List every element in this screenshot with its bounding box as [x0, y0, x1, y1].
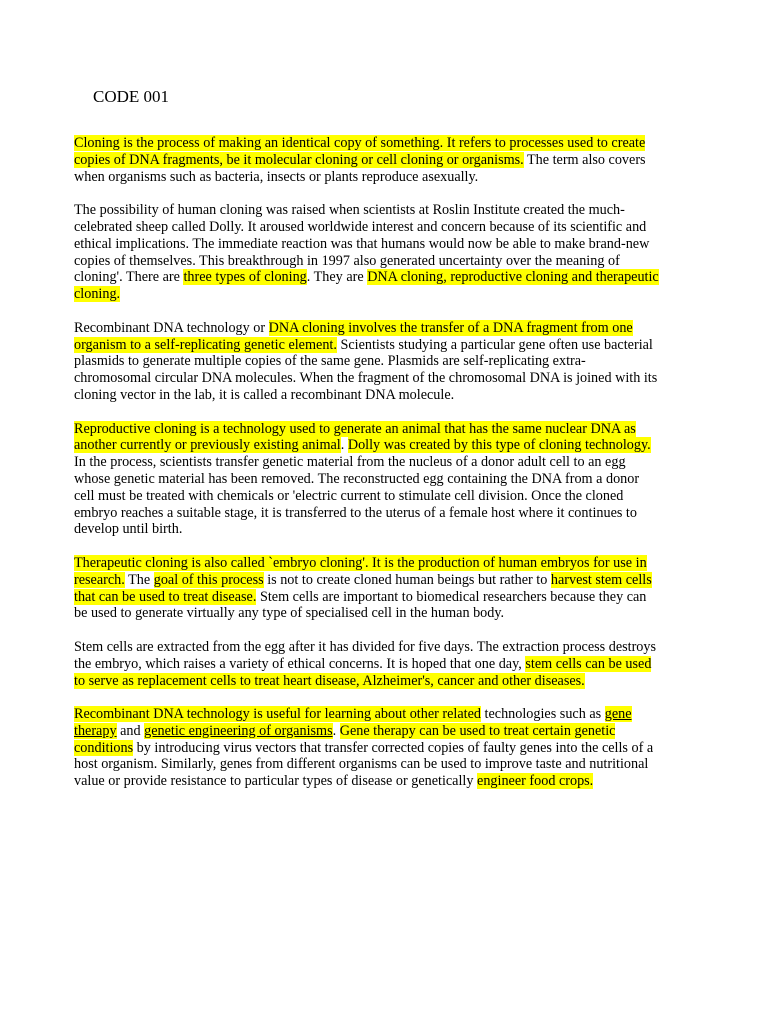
text-segment: In the process, scientists transfer genetic material from the nucleus of a donor adult cell to an egg whose genetic material has been removed. The reconstructed egg containing the DNA from a donor cell must be treated with chemicals or 'electric current to stimulate cell division. Once the cloned embryo reaches a suitable stage, it is transferred to the uterus of a female host where it continues to develop until birth.: [74, 454, 640, 538]
text-segment: .: [340, 437, 348, 454]
text-segment: by introducing virus vectors that transfer corrected copies of faulty genes into the cells of a host organism. Similarly, genes from different organisms can be used to improve taste and nutritional value or provide resistance to particular types of disease or genetically: [74, 739, 654, 790]
text-segment: is not to create cloned human beings but rather to: [263, 571, 551, 588]
text-segment: Stem cells are extracted from the egg after it has divided for five days. The extraction process destroys the embryo, which raises a variety of ethical concerns. It is hoped that one day,: [74, 638, 657, 672]
highlighted-text: Cloning is the process of making an identical copy of something. It refers to processes used to create copies of DNA fragments, be it molecular cloning or cell cloning or organisms.: [74, 135, 646, 168]
highlighted-text: engineer food crops.: [477, 773, 594, 790]
highlighted-text: Dolly was created by this type of cloning technology.: [347, 437, 651, 454]
highlighted-text: harvest stem cells that can be used to treat disease.: [74, 571, 652, 605]
highlighted-text: Therapeutic cloning is also called `embryo cloning'. It is the production of human embryos for use in research.: [74, 554, 647, 588]
text-segment: Recombinant DNA technology or: [74, 319, 269, 336]
highlighted-text: goal of this process: [153, 571, 264, 588]
text-segment: and: [116, 722, 145, 739]
text-segment: .: [332, 722, 340, 739]
underlined-highlighted-text: gene therapy: [74, 706, 632, 739]
paragraph: [74, 135, 660, 185]
highlighted-text: DNA cloning, reproductive cloning and therapeutic cloning.: [74, 269, 659, 303]
paragraph: [74, 555, 660, 622]
highlighted-text: Reproductive cloning is a technology used to generate an animal that has the same nuclear DNA as another currently or previously existing animal: [74, 420, 636, 454]
paragraph: [74, 639, 660, 689]
paragraph: [74, 706, 660, 790]
highlighted-text: stem cells can be used to serve as replacement cells to treat heart disease, Alzheimer's, cancer and other diseases.: [74, 655, 652, 689]
highlighted-text: DNA cloning involves the transfer of a DNA fragment from one organism to a self-replicating genetic element.: [74, 319, 633, 353]
document-body: [74, 135, 660, 807]
text-segment: The: [124, 571, 154, 588]
highlighted-text: Gene therapy can be used to treat certain genetic conditions: [74, 722, 616, 756]
text-segment: The possibility of human cloning was raised when scientists at Roslin Institute created the much-celebrated sheep called Dolly. It aroused worldwide interest and concern because of its scientific and ethical implications. The immediate reaction was that humans would now be able to make brand-new copies of themselves. This breakthrough in 1997 also generated uncertainty over the meaning of cloning'. There are: [74, 202, 650, 286]
text-segment: . They are: [306, 269, 368, 286]
highlighted-text: three types of cloning: [183, 269, 307, 286]
document-title: CODE 001: [93, 87, 170, 106]
paragraph: [74, 421, 660, 539]
text-segment: The term also covers when organisms such as bacteria, insects or plants reproduce asexually.: [74, 151, 646, 185]
paragraph: [74, 202, 660, 303]
text-segment: Scientists studying a particular gene often use bacterial plasmids to generate multiple copies of the same gene. Plasmids are self-replicating extra-chromosomal circular DNA molecules. When the fragment of the chromosomal DNA is joined with its cloning vector in the lab, it is called a recombinant DNA molecule.: [74, 336, 658, 403]
text-segment: technologies such as: [481, 706, 605, 723]
underlined-highlighted-text: genetic engineering of organisms: [144, 722, 333, 739]
highlighted-text: Recombinant DNA technology is useful for learning about other related: [74, 706, 481, 723]
text-segment: Stem cells are important to biomedical researchers because they can be used to generate virtually any type of specialised cell in the human body.: [74, 588, 647, 622]
paragraph: [74, 320, 660, 404]
